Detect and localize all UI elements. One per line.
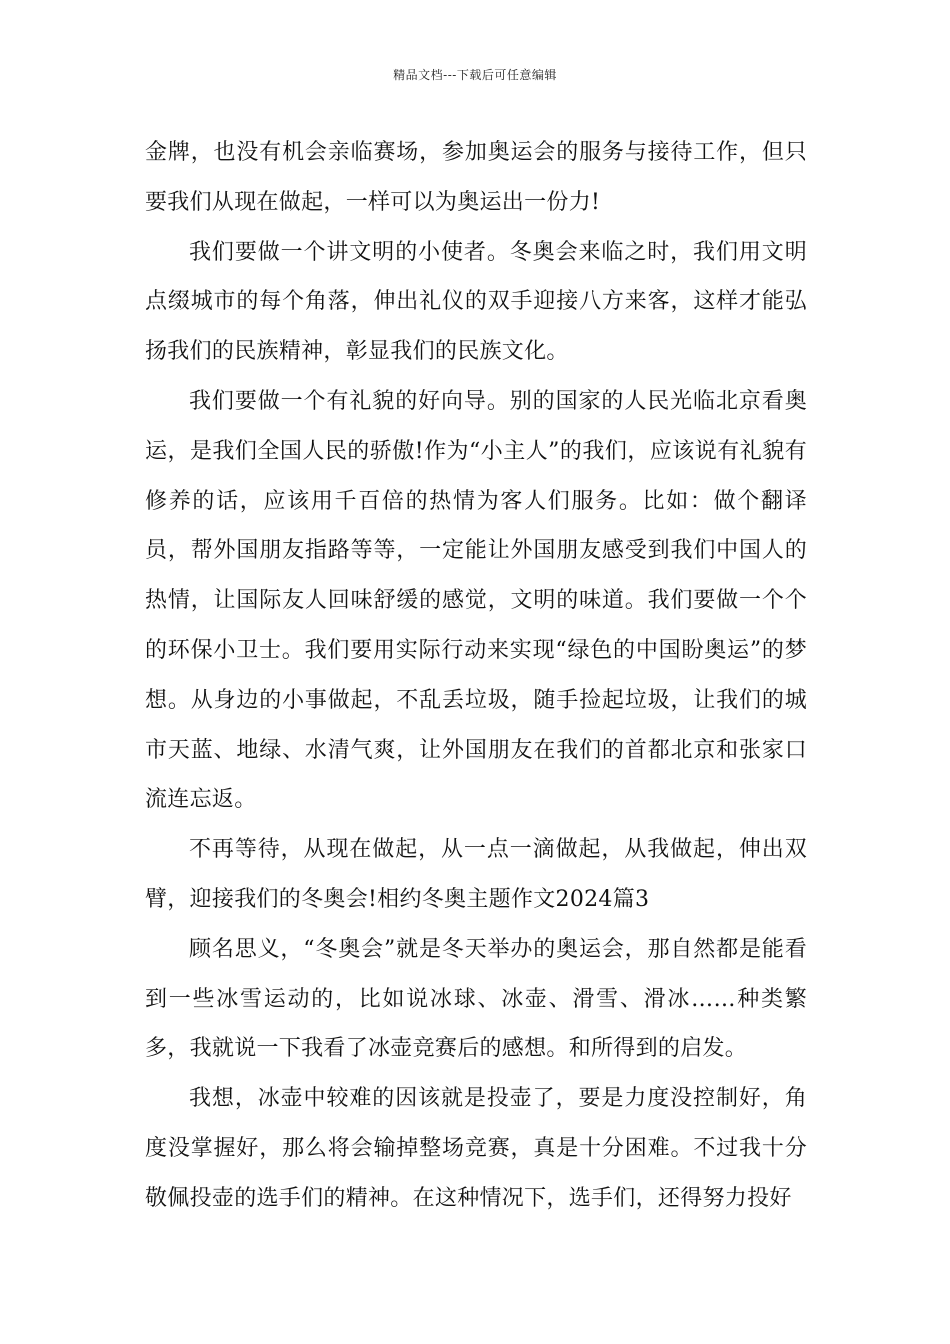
paragraph-3: 我们要做一个有礼貌的好向导。别的国家的人民光临北京看奥运，是我们全国人民的骄傲!作为“小主人”的我们，应该说有礼貌有修养的话，应该用千百倍的热情为客人们服务。比如：做个翻译员，帮外国朋友指路等等，一定能让外国朋友感受到我们中国人的热情，让国际友人回味舒缓的感觉，文明的味道。我们要做一个个的环保小卫士。我们要用实际行动来实现“绿色的中国盼奥运”的梦想。从身边的小事做起，不乱丢垃圾，随手捡起垃圾，让我们的城市天蓝、地绿、水清气爽，让外国朋友在我们的首都北京和张家口流连忘返。 <box>145 388 807 813</box>
document-body <box>145 128 807 1224</box>
paragraph-2: 我们要做一个讲文明的小使者。冬奥会来临之时，我们用文明点缀城市的每个角落，伸出礼仪的双手迎接八方来客，这样才能弘扬我们的民族精神，彰显我们的民族文化。 <box>145 239 807 365</box>
paragraph-6: 我想，冰壶中较难的因该就是投壶了，要是力度没控制好，角度没掌握好，那么将会输掉整场竞赛，真是十分困难。不过我十分敬佩投壶的选手们的精神。在这种情况下，选手们，还得努力投好 <box>145 1086 807 1211</box>
paragraph-4: 不再等待，从现在做起，从一点一滴做起，从我做起，伸出双臂，迎接我们的冬奥会!相约冬奥主题作文2024篇3 <box>145 837 807 912</box>
page-header: 精品文档---下载后可任意编辑 <box>393 68 557 82</box>
paragraph-5: 顾名思义，“冬奥会”就是冬天举办的奥运会，那自然都是能看到一些冰雪运动的，比如说冰球、冰壶、滑雪、滑冰……种类繁多，我就说一下我看了冰壶竞赛后的感想。和所得到的启发。 <box>145 936 807 1062</box>
paragraph-1: 金牌，也没有机会亲临赛场，参加奥运会的服务与接待工作，但只要我们从现在做起，一样可以为奥运出一份力! <box>145 140 807 215</box>
